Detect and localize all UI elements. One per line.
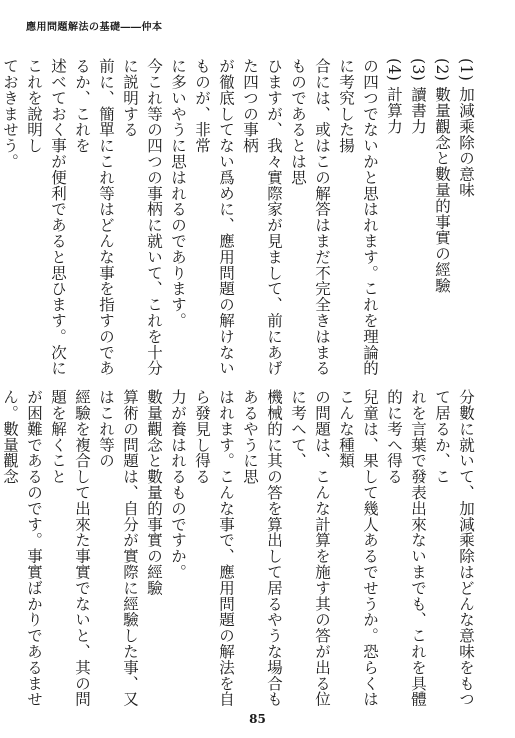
text-line: が徹底してない爲めに、應用問題の解けないものが、非常: [193, 58, 235, 376]
text-line: ひますが、我々實際家が見まして、前にあげた四つの事柄: [241, 58, 283, 376]
text-line: (4) 計算力: [385, 58, 403, 135]
text-line: 述べておく事が便利であると思ひます。次にこれを說明し: [25, 58, 67, 376]
text-line: 今これ等の四つの事柄に就いて、これを十分に説明する: [121, 58, 163, 376]
upper-text-column: [1, 58, 478, 376]
text-line: 機械的に其の答を算出して居るやうな場合もあるやうに思: [241, 389, 283, 707]
lower-text-column: [1, 389, 478, 707]
text-line: はれます。こんな事で、應用問題の解法を自ら發見し得る: [193, 389, 235, 707]
page-number: 85: [249, 712, 266, 726]
text-line: の四つでないかと思はれます。これを理論的に考究した揚: [337, 58, 379, 376]
text-line: れを言葉で發表出來ないまでも、これを具體的に考へ得る: [385, 389, 427, 707]
text-line: の問題は、こんな計算を施す其の答が出る位に考へて、: [289, 389, 331, 707]
text-line: (3) 讀書力: [409, 58, 427, 135]
text-line: ておきませう。: [1, 58, 19, 170]
text-line: 兒童は、果して幾人あるでせうか。恐らくはこんな種類: [337, 389, 379, 707]
text-line: に多いやうに思はれるのであります。: [169, 58, 187, 329]
text-line: (1) 加減乘除の意味: [457, 58, 475, 198]
text-line: 前に、簡單にこれ等はどんな事を指すのであるか、これを: [73, 58, 115, 376]
running-header: 應用問題解法の基礎――仲本: [26, 22, 163, 33]
text-line: 經驗を複合して出來た事實でないと、其の問題を解くこと: [49, 389, 91, 707]
text-line: (2) 數量觀念と數量的事實の經驗: [433, 58, 451, 294]
text-line: 數量觀念と數量的事實の經驗: [145, 389, 163, 596]
text-line: が困難であるのです。事實ばかりであるません。數量觀念: [1, 389, 43, 707]
text-line: 分數に就いて、加減乘除はどんな意味をもつて居るか、こ: [433, 389, 475, 707]
text-line: 算術の問題は、自分が實際に經驗した事、又はこれ等の: [97, 389, 139, 707]
text-line: 合には、或はこの解答はまだ不完全きはまるものであるとは思: [289, 58, 331, 376]
text-line: 力が養はれるものですか。: [169, 389, 187, 580]
